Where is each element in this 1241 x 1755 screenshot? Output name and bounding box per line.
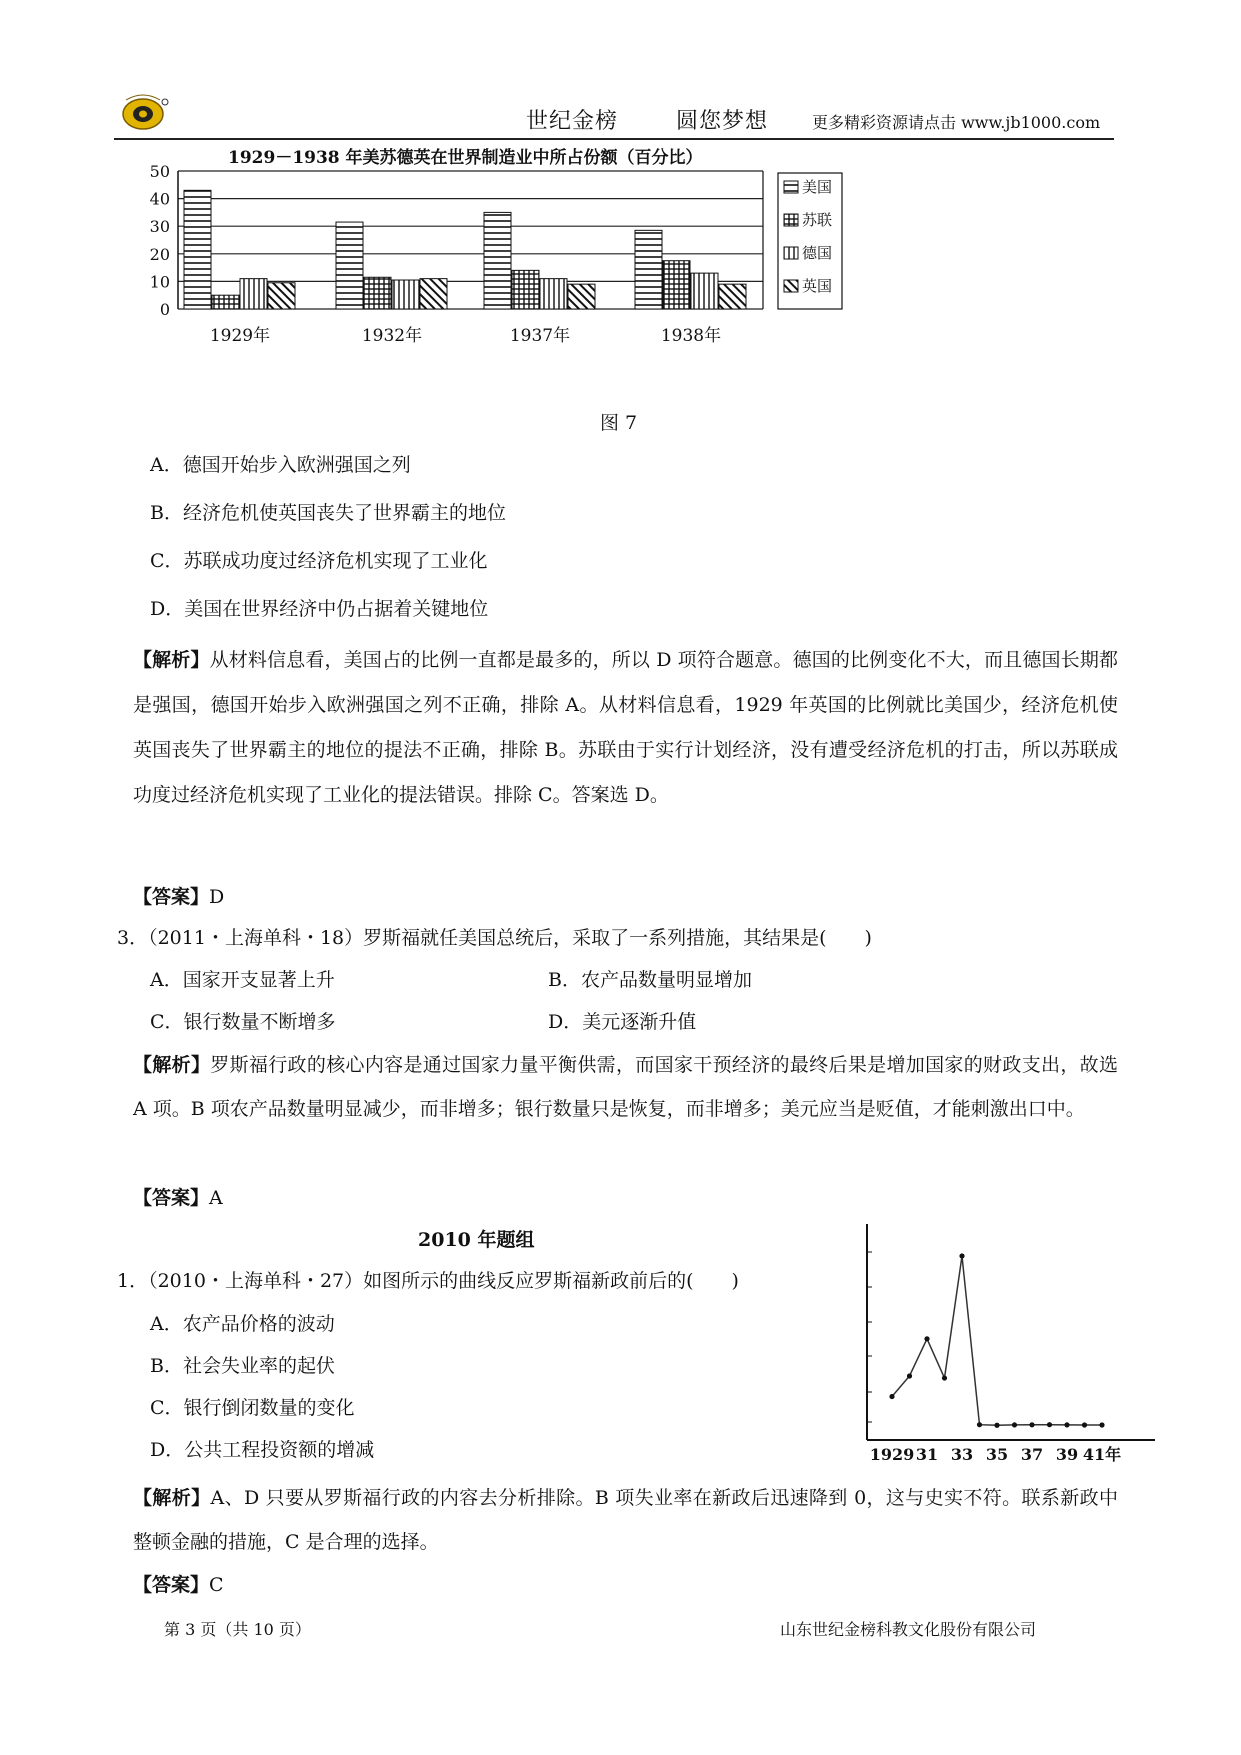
answer-tag: 【答案】 (133, 886, 210, 908)
bar (635, 230, 662, 309)
option-a: A．国家开支显著上升 (150, 969, 335, 991)
bar-chart (148, 148, 948, 388)
option-a: A．德国开始步入欧洲强国之列 (150, 454, 411, 476)
page-number: 第 3 页（共 10 页） (164, 1620, 311, 1639)
bar (420, 279, 447, 309)
header-link[interactable]: 更多精彩资源请点击 www.jb1000.com (812, 113, 1101, 132)
answer-line (133, 1572, 224, 1598)
section-title: 2010 年题组 (418, 1229, 535, 1251)
data-point (1029, 1422, 1034, 1427)
chart-title: 1929－1938 年美苏德英在世界制造业中所占份额（百分比） (228, 148, 703, 168)
answer-line (133, 884, 224, 910)
x-tick-label: 33 (950, 1445, 974, 1464)
option-c: C．银行倒闭数量的变化 (150, 1397, 355, 1419)
data-point (924, 1336, 929, 1341)
bar (336, 222, 363, 309)
question-stem: 3．（2011・上海单科・18）罗斯福就任美国总统后，采取了一系列措施，其结果是( ) (117, 927, 872, 949)
legend-swatch (784, 214, 798, 226)
bar (484, 212, 511, 309)
line-chart (855, 1222, 1170, 1472)
option-d: D．美元逐渐升值 (548, 1011, 697, 1033)
legend-label: 苏联 (802, 211, 833, 229)
bar (691, 273, 718, 309)
data-point (959, 1253, 964, 1258)
header-slogan: 圆您梦想 (676, 109, 769, 134)
figure-caption: 图 7 (600, 412, 638, 434)
x-tick-label: 1932年 (361, 326, 423, 346)
data-point (994, 1423, 999, 1428)
x-tick-label: 31 (915, 1445, 939, 1464)
x-tick-label: 35 (985, 1445, 1009, 1464)
analysis-text: 罗斯福行政的核心内容是通过国家力量平衡供需，而国家干预经济的最终后果是增加国家的财政支出，故选 A 项。B 项农产品数量明显减少，而非增多；银行数量只是恢复，而非增多；美元应当是贬值，才能刺激出口中。 (133, 1054, 1118, 1120)
option-b: B．农产品数量明显增加 (548, 969, 752, 991)
data-point (1082, 1422, 1087, 1427)
bar (719, 284, 746, 309)
option-d: D．公共工程投资额的增减 (150, 1439, 375, 1461)
data-line (892, 1256, 1102, 1425)
y-tick-label: 10 (149, 272, 170, 292)
footer-company: 山东世纪金榜科教文化股份有限公司 (780, 1620, 1037, 1639)
data-point (1012, 1422, 1017, 1427)
data-point (977, 1422, 982, 1427)
bar (663, 261, 690, 309)
analysis-tag: 【解析】 (133, 1487, 211, 1509)
x-tick-label: 1938年 (660, 326, 722, 346)
y-tick-label: 30 (149, 217, 170, 237)
analysis-text: A、D 只要从罗斯福行政的内容去分析排除。B 项失业率在新政后迅速降到 0，这与史实不符。联系新政中整顿金融的措施，C 是合理的选择。 (133, 1487, 1118, 1553)
analysis-tag: 【解析】 (133, 1054, 211, 1076)
y-tick-label: 0 (159, 300, 170, 319)
y-tick-label: 50 (149, 162, 170, 181)
bar (364, 277, 391, 309)
analysis-paragraph (133, 1476, 1118, 1564)
x-tick-label: 1937年 (509, 326, 571, 346)
legend-swatch (784, 181, 798, 193)
x-tick-label: 37 (1020, 1445, 1044, 1464)
header-brand: 世纪金榜 (526, 109, 619, 134)
data-point (942, 1375, 947, 1380)
y-tick-label: 40 (149, 189, 170, 209)
option-a: A．农产品价格的波动 (150, 1313, 335, 1335)
answer-tag: 【答案】 (133, 1574, 210, 1596)
legend-label: 美国 (802, 178, 833, 196)
logo (118, 92, 172, 132)
bar (212, 295, 239, 309)
answer-value: C (209, 1574, 224, 1596)
y-tick-label: 20 (149, 244, 170, 264)
option-b: B．经济危机使英国丧失了世界霸主的地位 (150, 502, 506, 524)
analysis-paragraph (133, 638, 1118, 818)
option-c: C．银行数量不断增多 (150, 1011, 336, 1033)
legend-label: 德国 (802, 244, 833, 262)
bar (540, 279, 567, 309)
option-d: D．美国在世界经济中仍占据着关键地位 (150, 598, 489, 620)
option-c: C．苏联成功度过经济危机实现了工业化 (150, 550, 488, 572)
data-point (889, 1394, 894, 1399)
option-b: B．社会失业率的起伏 (150, 1355, 335, 1377)
x-tick-label: 41年 (1082, 1445, 1122, 1464)
data-point (1047, 1422, 1052, 1427)
legend-swatch (784, 280, 798, 292)
question-stem: 1．（2010・上海单科・27）如图所示的曲线反应罗斯福新政前后的( ) (117, 1270, 739, 1292)
bar (392, 280, 419, 309)
answer-value: A (209, 1187, 223, 1209)
x-tick-label: 1929 (869, 1445, 915, 1464)
analysis-text: 从材料信息看，美国占的比例一直都是最多的，所以 D 项符合题意。德国的比例变化不大，而且德国长期都是强国，德国开始步入欧洲强国之列不正确，排除 A。从材料信息看，1929 年英国的比例就比美国少，经济危机使英国丧失了世界霸主的地位的提法不正确，排除 B。苏联由于实行计划经济，没有遭受经济危机的打击，所以苏联成功度过经济危机实现了工业化的提法错误。排除 C。答案选 D。 (133, 649, 1118, 806)
data-point (1064, 1422, 1069, 1427)
data-point (1099, 1422, 1104, 1427)
answer-line (133, 1185, 223, 1211)
legend-label: 英国 (802, 277, 833, 295)
bar (512, 270, 539, 309)
data-point (907, 1373, 912, 1378)
answer-tag: 【答案】 (133, 1187, 210, 1209)
x-tick-label: 1929年 (209, 326, 271, 346)
analysis-tag: 【解析】 (133, 649, 210, 671)
bar (240, 279, 267, 309)
header-divider (114, 138, 1114, 140)
x-tick-label: 39 (1055, 1445, 1079, 1464)
answer-value: D (209, 886, 225, 908)
analysis-paragraph (133, 1043, 1118, 1131)
bar (184, 190, 211, 309)
legend-swatch (784, 247, 798, 259)
bar (268, 283, 295, 309)
bar (568, 284, 595, 309)
